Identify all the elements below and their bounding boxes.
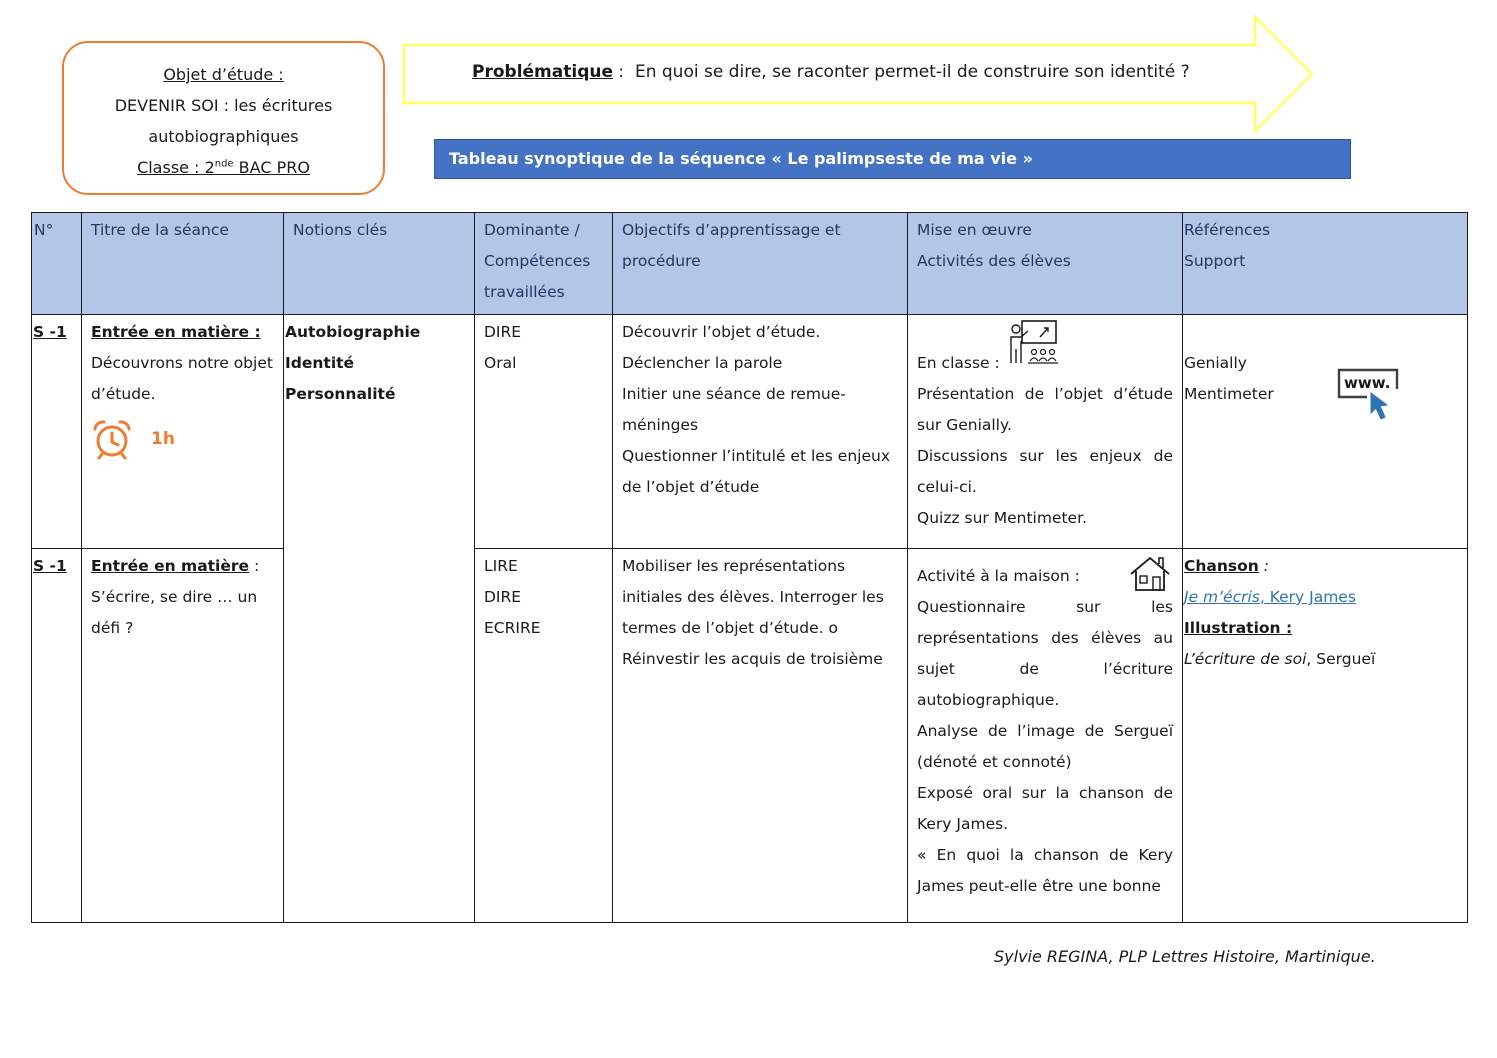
illustration-label: Illustration : [1184, 619, 1293, 637]
header-dominante-line: Compétences [484, 252, 591, 270]
mise-item: Quizz sur Mentimeter. [917, 509, 1087, 527]
dominante-item: LIRE [484, 557, 518, 575]
row1-mise [908, 315, 1183, 549]
dominante-item: Oral [484, 354, 517, 372]
header-objectifs [613, 213, 908, 315]
ref-item: Genially [1184, 354, 1247, 372]
classe-suffix: BAC PRO [233, 158, 310, 177]
web-link-icon [1337, 367, 1401, 423]
row1-dominante [475, 315, 613, 549]
banner-title: Tableau synoptique de la séquence « Le palimpseste de ma vie » [449, 149, 1033, 168]
chanson-label: Chanson [1184, 557, 1259, 575]
objet-theme-line1: DEVENIR SOI : les écritures [114, 96, 333, 115]
illustration-title: L’écriture de soi [1184, 650, 1307, 668]
header-refs [1183, 213, 1468, 315]
mise-label: En classe : [917, 354, 1000, 372]
header-refs-line: Références [1184, 221, 1271, 239]
notion-item: Personnalité [285, 385, 396, 403]
house-icon [1128, 555, 1172, 593]
objectif-item: Mobiliser les représentations initiales des élèves. Interroger les termes de l’objet d’étude. o [622, 557, 884, 637]
row2-objectifs [613, 549, 908, 923]
mise-item: Questionnaire sur les représentations des élèves au sujet de l’écriture autobiographique. [917, 598, 1173, 709]
objectif-item: Questionner l’intitulé et les enjeux de l’objet d’étude [622, 447, 890, 496]
notions-cell [284, 315, 475, 923]
header-titre-label: Titre de la séance [91, 221, 229, 239]
row2-titre-text: S’écrire, se dire … un défi ? [91, 588, 258, 637]
sequence-banner [434, 139, 1351, 179]
mise-item: Discussions sur les enjeux de celui-ci. [917, 447, 1173, 496]
mise-item: « En quoi la chanson de Kery James peut-elle être une bonne [917, 846, 1173, 895]
row2-num-label: S -1 [33, 557, 67, 575]
teacher-classroom-icon [1008, 319, 1060, 365]
row2-num [32, 549, 82, 923]
notion-item: Autobiographie [285, 323, 421, 341]
mise-item: Analyse de l’image de Sergueï (dénoté et connoté) [917, 722, 1173, 771]
row1-titre-text: Découvrons notre objet d’étude. [91, 354, 273, 403]
classe-prefix: Classe : 2 [137, 158, 215, 177]
row1-timer [91, 418, 274, 460]
header-mise-line: Mise en œuvre [917, 221, 1032, 239]
row1-titre [82, 315, 284, 549]
problematique-label: Problématique [472, 62, 613, 82]
header-dominante-line: travaillées [484, 283, 565, 301]
synoptic-table [31, 212, 1468, 923]
row1-titre-label: Entrée en matière : [91, 323, 261, 341]
footer-text: Sylvie REGINA, PLP Lettres Histoire, Martinique. [994, 947, 1376, 966]
row2-dominante [475, 549, 613, 923]
header-titre [82, 213, 284, 315]
objet-theme-line2: autobiographiques [148, 127, 299, 146]
header-notions-label: Notions clés [293, 221, 388, 239]
row2-titre-sep: : [249, 557, 260, 575]
row1-num-label: S -1 [33, 323, 67, 341]
mise-item: Présentation de l’objet d’étude sur Genially. [917, 385, 1173, 434]
row1-refs [1183, 315, 1468, 549]
header-num [32, 213, 82, 315]
row1-num [32, 315, 82, 549]
mise-label: Activité à la maison : [917, 567, 1080, 585]
row2-titre [82, 549, 284, 923]
chanson-author-link[interactable]: , Kery James [1259, 588, 1356, 606]
dominante-item: ECRIRE [484, 619, 541, 637]
row2-mise [908, 549, 1183, 923]
objet-etude-box [62, 41, 385, 195]
header-mise-line: Activités des élèves [917, 252, 1071, 270]
objet-label: Objet d’étude : [163, 65, 284, 84]
problematique [472, 62, 1190, 82]
notion-item: Identité [285, 354, 355, 372]
illustration-author: , Sergueï [1306, 650, 1376, 668]
header-objectifs-line: procédure [622, 252, 701, 270]
problematique-text: En quoi se dire, se raconter permet-il de construire son identité ? [634, 62, 1190, 82]
row1-refs-spacer [1184, 317, 1458, 348]
header-notions [284, 213, 475, 315]
row1-objectifs [613, 315, 908, 549]
header-mise [908, 213, 1183, 315]
row2-refs [1183, 549, 1468, 923]
dominante-item: DIRE [484, 588, 522, 606]
chanson-sep: : [1258, 557, 1269, 575]
classe-sup: nde [214, 158, 234, 170]
web-icon-text: www. [1344, 374, 1391, 392]
table-row [32, 315, 1468, 549]
problematique-sep: : [613, 62, 635, 82]
row1-duration: 1h [151, 428, 175, 449]
objectif-item: Réinvestir les acquis de troisième [622, 650, 883, 668]
alarm-clock-icon [91, 418, 133, 460]
ref-item: Mentimeter [1184, 385, 1274, 403]
header-objectifs-line: Objectifs d’apprentissage et [622, 221, 841, 239]
chanson-link[interactable]: Je m’écris [1184, 588, 1260, 606]
header-num-label: N° [34, 221, 54, 239]
header-dominante-line: Dominante / [484, 221, 580, 239]
row2-titre-label: Entrée en matière [91, 557, 250, 575]
author-footer [994, 947, 1376, 966]
table-header-row [32, 213, 1468, 315]
header-dominante [475, 213, 613, 315]
mise-item: Exposé oral sur la chanson de Kery James. [917, 784, 1173, 833]
objectif-item: Découvrir l’objet d’étude. [622, 323, 821, 341]
objectif-item: Déclencher la parole [622, 354, 783, 372]
table-row [32, 549, 1468, 923]
header-refs-line: Support [1184, 252, 1246, 270]
dominante-item: DIRE [484, 323, 522, 341]
objectif-item: Initier une séance de remue-méninges [622, 385, 846, 434]
classe-line [64, 152, 383, 183]
